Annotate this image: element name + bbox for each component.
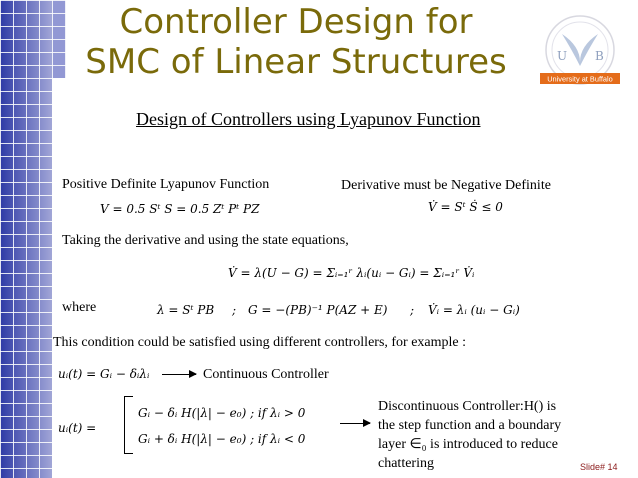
- label-continuous-controller: Continuous Controller: [203, 367, 329, 382]
- university-logo: [532, 12, 628, 92]
- equation-disc-case-2: Gᵢ + δᵢ H(|λ| − e₀) ; if λᵢ < 0: [138, 432, 306, 446]
- discontinuous-line-3: layer ∈₀ is introduced to reduce: [378, 437, 558, 452]
- label-discontinuous-controller: [378, 397, 561, 473]
- slide-title: [66, 2, 526, 82]
- logo-caption: University at Buffalo: [547, 74, 613, 84]
- logo-letter-b: B: [595, 49, 604, 63]
- title-line-1: Controller Design for: [119, 2, 473, 42]
- label-positive-definite: Positive Definite Lyapunov Function: [62, 177, 270, 192]
- decorative-grid-top: [52, 0, 66, 78]
- equation-disc-case-1: Gᵢ − δᵢ H(|λ| − e₀) ; if λᵢ > 0: [138, 406, 306, 420]
- grid-fade: [0, 0, 52, 478]
- equation-separator-2: ;: [410, 303, 415, 317]
- equation-separator-1: ;: [232, 303, 237, 317]
- label-taking-derivative: Taking the derivative and using the state equations,: [62, 233, 349, 248]
- label-derivative-negative: Derivative must be Negative Definite: [341, 178, 551, 193]
- case-bracket: [124, 396, 133, 454]
- equation-vi-def: V̇ᵢ = λᵢ (uᵢ − Gᵢ): [428, 303, 520, 317]
- equation-lambda-def: λ = Sᵗ PB: [157, 303, 215, 317]
- slide-number: Slide# 14: [580, 462, 618, 472]
- equation-lyapunov: V = 0.5 Sᵗ S = 0.5 Zᵗ Pᵗ PZ: [100, 202, 260, 216]
- equation-g-def: G = −(PB)⁻¹ P(AZ + E): [248, 303, 388, 317]
- discontinuous-line-2: the step function and a boundary: [378, 418, 562, 433]
- label-condition: This condition could be satisfied using different controllers, for example :: [53, 335, 467, 350]
- section-subtitle: Design of Controllers using Lyapunov Function: [136, 109, 481, 129]
- equation-vdot-expansion: V̇ = λ(U − G) = Σᵢ₌₁ʳ λᵢ(uᵢ − Gᵢ) = Σᵢ₌₁ʳ V̇ᵢ: [228, 266, 475, 280]
- discontinuous-line-4: chattering: [378, 456, 434, 471]
- discontinuous-line-1: Discontinuous Controller:H() is: [378, 399, 557, 414]
- label-where: where: [62, 300, 97, 315]
- equation-derivative-condition: V̇ = Sᵗ Ṡ ≤ 0: [428, 200, 503, 214]
- title-line-2: SMC of Linear Structures: [85, 42, 507, 82]
- equation-disc-lhs: uᵢ(t) =: [58, 421, 97, 435]
- discontinuous-arrow: [340, 423, 370, 424]
- logo-letter-u: U: [557, 49, 568, 63]
- equation-continuous-law: uᵢ(t) = Gᵢ − δᵢλᵢ: [58, 367, 150, 381]
- continuous-arrow: [162, 374, 196, 375]
